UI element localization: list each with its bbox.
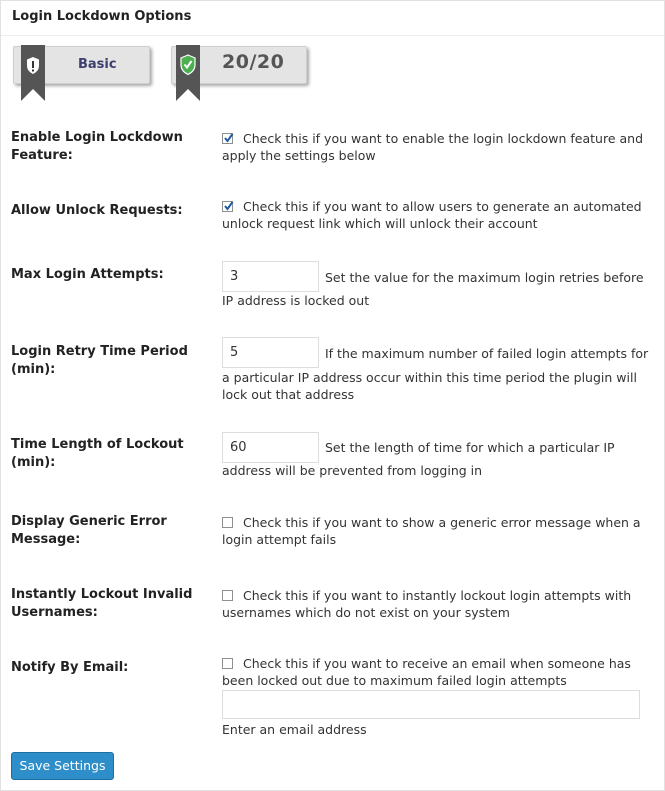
enable-lockdown-desc: Check this if you want to enable the login lockdown feature and apply the settings below — [222, 131, 644, 163]
checkmark-icon — [223, 132, 234, 144]
allow-unlock-row — [222, 198, 650, 232]
allow-unlock-label: Allow Unlock Requests: — [11, 203, 183, 218]
enable-lockdown-row — [222, 130, 650, 164]
retry-period-label: Login Retry Time Period (min): — [11, 344, 188, 377]
panel-header — [1, 1, 664, 36]
badge-score-value: 20/20 — [222, 51, 285, 73]
max-attempts-desc-cont: IP address is locked out — [222, 293, 370, 308]
lockout-length-label: Time Length of Lockout (min): — [11, 437, 184, 470]
allow-unlock-desc: Check this if you want to allow users to generate an automated unlock request link which will unlock their account — [222, 199, 642, 231]
basic-badge — [13, 46, 150, 84]
invalid-usernames-label: Instantly Lockout Invalid Usernames: — [11, 587, 193, 620]
shield-check-icon — [176, 45, 200, 101]
notify-email-label: Notify By Email: — [11, 660, 129, 675]
max-attempts-desc: Set the value for the maximum login retries before — [325, 270, 644, 285]
generic-error-label: Display Generic Error Message: — [11, 514, 167, 547]
notify-email-checkbox[interactable] — [222, 658, 233, 669]
panel-title: Login Lockdown Options — [12, 9, 192, 24]
generic-error-checkbox[interactable] — [222, 517, 233, 528]
max-attempts-input[interactable]: 3 — [222, 261, 319, 292]
invalid-usernames-desc: Check this if you want to instantly lockout login attempts with usernames which do not exist on your system — [222, 588, 632, 620]
retry-period-input[interactable]: 5 — [222, 337, 319, 368]
retry-period-desc-cont: a particular IP address occur within this time period the plugin will lock out that address — [222, 370, 637, 402]
lockout-length-input[interactable]: 60 — [222, 432, 319, 463]
save-settings-button[interactable]: Save Settings — [11, 752, 114, 780]
email-hint: Enter an email address — [222, 722, 367, 737]
badge-basic-label: Basic — [78, 57, 117, 72]
email-address-input[interactable] — [222, 690, 640, 719]
shield-exclamation-icon — [21, 45, 45, 101]
generic-error-desc: Check this if you want to show a generic error message when a login attempt fails — [222, 515, 641, 547]
notify-email-row — [222, 655, 650, 689]
enable-lockdown-checkbox[interactable] — [222, 133, 233, 144]
lockout-length-desc: Set the length of time for which a particular IP — [325, 440, 615, 455]
allow-unlock-checkbox[interactable] — [222, 201, 233, 212]
retry-period-desc: If the maximum number of failed login attempts for — [325, 346, 649, 361]
invalid-usernames-checkbox[interactable] — [222, 590, 233, 601]
generic-error-row — [222, 514, 650, 548]
lockout-length-desc-cont: address will be prevented from logging in — [222, 463, 483, 478]
max-attempts-label: Max Login Attempts: — [11, 267, 164, 282]
checkmark-icon — [223, 200, 234, 212]
invalid-usernames-row — [222, 587, 650, 621]
notify-email-desc: Check this if you want to receive an email when someone has been locked out due to maximum failed login attempts — [222, 656, 631, 688]
score-badge — [171, 46, 307, 84]
enable-lockdown-label: Enable Login Lockdown Feature: — [11, 130, 183, 163]
